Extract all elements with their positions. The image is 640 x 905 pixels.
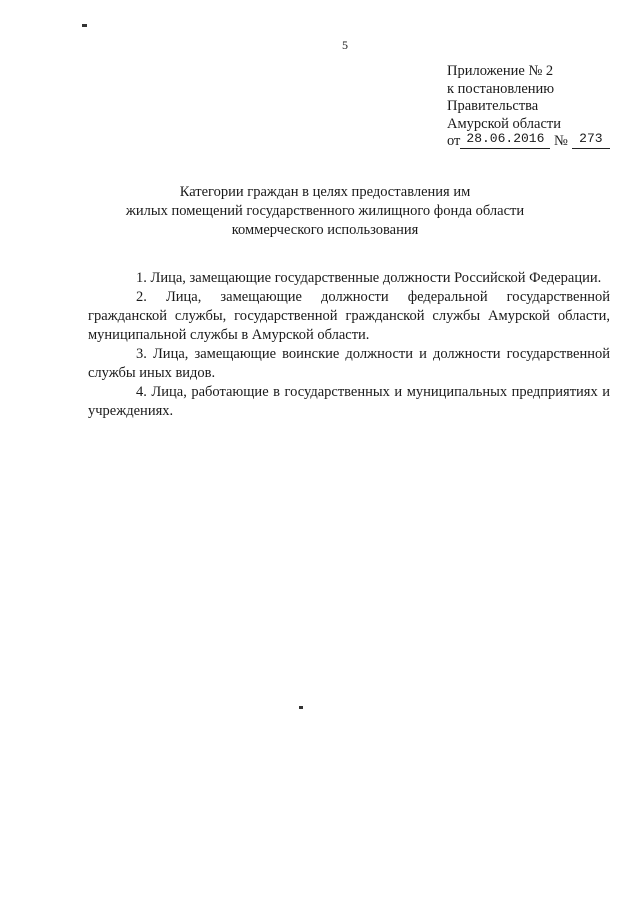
list-item: 3. Лица, замещающие воинские должности и должности государственной службы иных видов. (88, 346, 610, 381)
annex-date-line (447, 133, 610, 152)
annex-title: Приложение № 2 (447, 63, 554, 79)
number-label: № (554, 133, 568, 149)
decree-number: 273 (572, 130, 610, 149)
list-item: 2. Лица, замещающие должности федеральной государственной гражданской службы, государственной гражданской службы Амурской области, муниципальной службы в Амурской области. (88, 289, 610, 343)
scan-speck (82, 24, 87, 27)
list-item: 4. Лица, работающие в государственных и муниципальных предприятиях и учреждениях. (88, 384, 610, 419)
title-line-2: жилых помещений государственного жилищного фонда области (125, 203, 525, 219)
annex-line-2: к постановлению (447, 80, 555, 97)
document-body (88, 269, 610, 421)
list-item: 1. Лица, замещающие государственные должности Российской Федерации. (136, 270, 602, 286)
title-line-3: коммерческого использования (231, 222, 419, 238)
annex-line-4: Амурской области (447, 115, 561, 132)
date-prefix: от (447, 133, 461, 149)
title-line-1: Категории граждан в целях предоставления им (179, 184, 471, 200)
page-number: 5 (342, 38, 348, 52)
scan-speck (299, 706, 303, 709)
annex-block (447, 63, 610, 152)
document-title (80, 183, 570, 240)
decree-date: 28.06.2016 (460, 130, 550, 149)
annex-line-3: Правительства (447, 98, 539, 114)
